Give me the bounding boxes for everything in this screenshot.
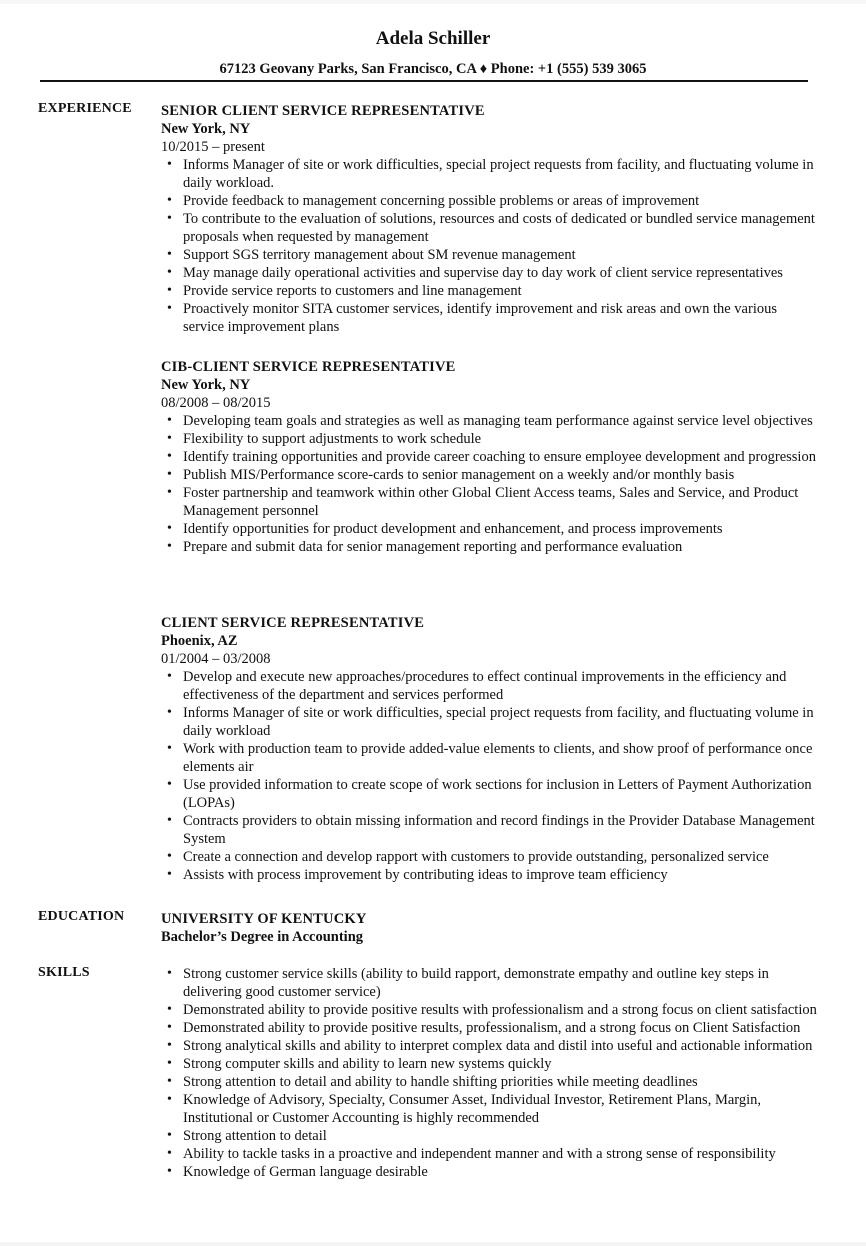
job-dates: 08/2008 – 08/2015 bbox=[161, 395, 271, 411]
list-item: • Informs Manager of site or work difficulties, special project requests from facility, and fluctuating volume in daily workload bbox=[161, 704, 821, 740]
page-bottom-edge bbox=[0, 1242, 866, 1246]
list-item: • Strong attention to detail and ability to handle shifting priorities while meeting deadlines bbox=[161, 1073, 821, 1091]
job-bullets bbox=[161, 668, 821, 884]
list-item: • Strong analytical skills and ability to interpret complex data and distil into useful and actionable information bbox=[161, 1037, 821, 1055]
list-item: • Publish MIS/Performance score-cards to senior management on a weekly and/or monthly basis bbox=[161, 466, 821, 484]
skills-entry bbox=[161, 965, 821, 1181]
job-location: Phoenix, AZ bbox=[161, 633, 238, 649]
job-entry bbox=[161, 102, 821, 336]
list-item: • Use provided information to create scope of work sections for inclusion in Letters of Payment Authorization (LOPAs) bbox=[161, 776, 821, 812]
list-item: • Identify opportunities for product development and enhancement, and process improvements bbox=[161, 520, 821, 538]
list-item: • Knowledge of German language desirable bbox=[161, 1163, 821, 1181]
list-item: • Flexibility to support adjustments to work schedule bbox=[161, 430, 821, 448]
list-item: • Knowledge of Advisory, Specialty, Consumer Asset, Individual Investor, Retirement Plans, Margin, Institutional or Customer Accounting is highly recommended bbox=[161, 1091, 821, 1127]
list-item: • Work with production team to provide added-value elements to clients, and show proof of performance once elements air bbox=[161, 740, 821, 776]
job-entry bbox=[161, 358, 821, 556]
list-item: • May manage daily operational activities and supervise day to day work of client service representatives bbox=[161, 264, 821, 282]
education-entry bbox=[161, 910, 821, 946]
job-title: CLIENT SERVICE REPRESENTATIVE bbox=[161, 615, 425, 631]
list-item: • Demonstrated ability to provide positive results, professionalism, and a strong focus on Client Satisfaction bbox=[161, 1019, 821, 1037]
list-item: • Proactively monitor SITA customer services, identify improvement and risk areas and own the various service improvement plans bbox=[161, 300, 821, 336]
job-dates: 10/2015 – present bbox=[161, 139, 265, 155]
job-title: SENIOR CLIENT SERVICE REPRESENTATIVE bbox=[161, 103, 485, 119]
list-item: • Strong customer service skills (ability to build rapport, demonstrate empathy and outline key steps in delivering good customer service) bbox=[161, 965, 821, 1001]
job-entry bbox=[161, 614, 821, 884]
job-dates: 01/2004 – 03/2008 bbox=[161, 651, 271, 667]
list-item: • Assists with process improvement by contributing ideas to improve team efficiency bbox=[161, 866, 821, 884]
list-item: • Create a connection and develop rapport with customers to provide outstanding, personalized service bbox=[161, 848, 821, 866]
header-divider bbox=[40, 80, 808, 82]
list-item: • Develop and execute new approaches/procedures to effect continual improvements in the efficiency and effectiveness of the department and services performed bbox=[161, 668, 821, 704]
list-item: • Provide feedback to management concerning possible problems or areas of improvement bbox=[161, 192, 821, 210]
job-bullets bbox=[161, 412, 821, 556]
list-item: • To contribute to the evaluation of solutions, resources and costs of dedicated or bundled service management proposals when requested by management bbox=[161, 210, 821, 246]
job-title: CIB-CLIENT SERVICE REPRESENTATIVE bbox=[161, 359, 456, 375]
job-bullets bbox=[161, 156, 821, 336]
page-top-edge bbox=[0, 0, 866, 4]
list-item: • Foster partnership and teamwork within other Global Client Access teams, Sales and Service, and Product Management personnel bbox=[161, 484, 821, 520]
list-item: • Informs Manager of site or work difficulties, special project requests from facility, and fluctuating volume in daily workload. bbox=[161, 156, 821, 192]
list-item: • Strong attention to detail bbox=[161, 1127, 821, 1145]
list-item: • Support SGS territory management about SM revenue management bbox=[161, 246, 821, 264]
section-label-experience: EXPERIENCE bbox=[38, 101, 132, 116]
contact-line: 67123 Geovany Parks, San Francisco, CA ♦ Phone: +1 (555) 539 3065 bbox=[219, 61, 647, 77]
skills-list bbox=[161, 965, 821, 1181]
section-label-skills: SKILLS bbox=[38, 965, 90, 980]
job-location: New York, NY bbox=[161, 121, 251, 137]
degree-name: Bachelor’s Degree in Accounting bbox=[161, 929, 364, 945]
list-item: • Prepare and submit data for senior management reporting and performance evaluation bbox=[161, 538, 821, 556]
school-name: UNIVERSITY OF KENTUCKY bbox=[161, 911, 367, 927]
candidate-name: Adela Schiller bbox=[375, 28, 491, 49]
list-item: • Ability to tackle tasks in a proactive and independent manner and with a strong sense of responsibility bbox=[161, 1145, 821, 1163]
list-item: • Developing team goals and strategies as well as managing team performance against service level objectives bbox=[161, 412, 821, 430]
list-item: • Strong computer skills and ability to learn new systems quickly bbox=[161, 1055, 821, 1073]
list-item: • Identify training opportunities and provide career coaching to ensure employee development and progression bbox=[161, 448, 821, 466]
list-item: • Contracts providers to obtain missing information and record findings in the Provider Database Management System bbox=[161, 812, 821, 848]
list-item: • Provide service reports to customers and line management bbox=[161, 282, 821, 300]
section-label-education: EDUCATION bbox=[38, 909, 125, 924]
list-item: • Demonstrated ability to provide positive results with professionalism and a strong focus on client satisfaction bbox=[161, 1001, 821, 1019]
job-location: New York, NY bbox=[161, 377, 251, 393]
